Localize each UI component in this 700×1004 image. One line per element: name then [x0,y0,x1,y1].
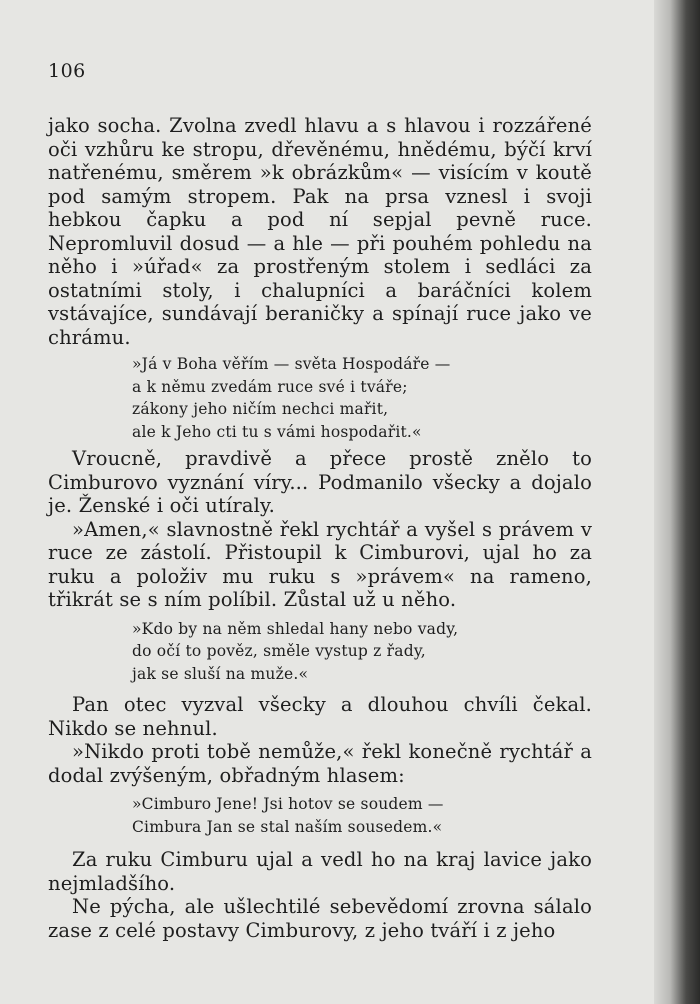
paragraph-4: Pan otec vyzval všecky a dlouhou chvíli čekal. Nikdo se nehnul. [48,693,592,740]
paragraph-7: Ne pýcha, ale ušlechtilé sebevědomí zrovna sálalo zase z celé postavy Cimburovy, z jeho tváří i z jeho [48,895,592,942]
paragraph-1: jako socha. Zvolna zvedl hlavu a s hlavou i rozzářené oči vzhůru ke stropu, dřevěnému, hnědému, býčí krví natřenému, směrem »k obrázkům« — visícím v koutě pod samým stropem. Pak na prsa vznesl i svoji hebkou čapku a pod ní sepjal pevně ruce. Nepromluvil dosud — a hle — při pouhém pohledu na něho i »úřad« za prostřeným stolem i sedláci za ostatními stoly, i chalupníci a baráčníci kolem vstávajíce, sundávají beraničky a spínají ruce jako ve chrámu. [48,114,592,349]
paragraph-5: »Nikdo proti tobě nemůže,« řekl konečně rychtář a dodal zvýšeným, obřadným hlasem: [48,740,592,787]
verse-line: ale k Jeho cti tu s vámi hospodařit.« [132,422,422,441]
paragraph-3: »Amen,« slavnostně řekl rychtář a vyšel s právem v ruce ze zástolí. Přistoupil k Cimburovi, ujal ho za ruku a položiv mu ruku s »právem« na rameno, třikrát se s ním políbil. Zůstal už u něho. [48,517,592,611]
paragraph-2: Vroucně, pravdivě a přece prostě znělo to Cimburovo vyznání víry... Podmanilo všecky a dojalo je. Ženské i oči utíraly. [48,447,592,517]
paragraph-6: Za ruku Cimburu ujal a vedl ho na kraj lavice jako nejmladšího. [48,848,592,895]
page-edge-shadow [654,0,700,1004]
verse-1 [132,353,592,443]
verse-line: Cimbura Jan se stal naším sousedem.« [132,817,443,836]
verse-2 [132,618,592,686]
page-number: 106 [48,60,86,82]
verse-line: zákony jeho ničím nechci mařit, [132,400,389,418]
verse-line: a k němu zvedám ruce své i tváře; [132,377,408,396]
verse-line: »Cimburo Jene! Jsi hotov se soudem — [132,795,444,813]
verse-3 [132,793,592,838]
verse-line: jak se sluší na muže.« [132,664,309,683]
verse-line: do očí to pověz, směle vystup z řady, [132,642,426,660]
body-text [48,114,592,942]
verse-line: »Já v Boha věřím — světa Hospodáře — [132,355,451,373]
verse-line: »Kdo by na něm shledal hany nebo vady, [132,619,459,638]
